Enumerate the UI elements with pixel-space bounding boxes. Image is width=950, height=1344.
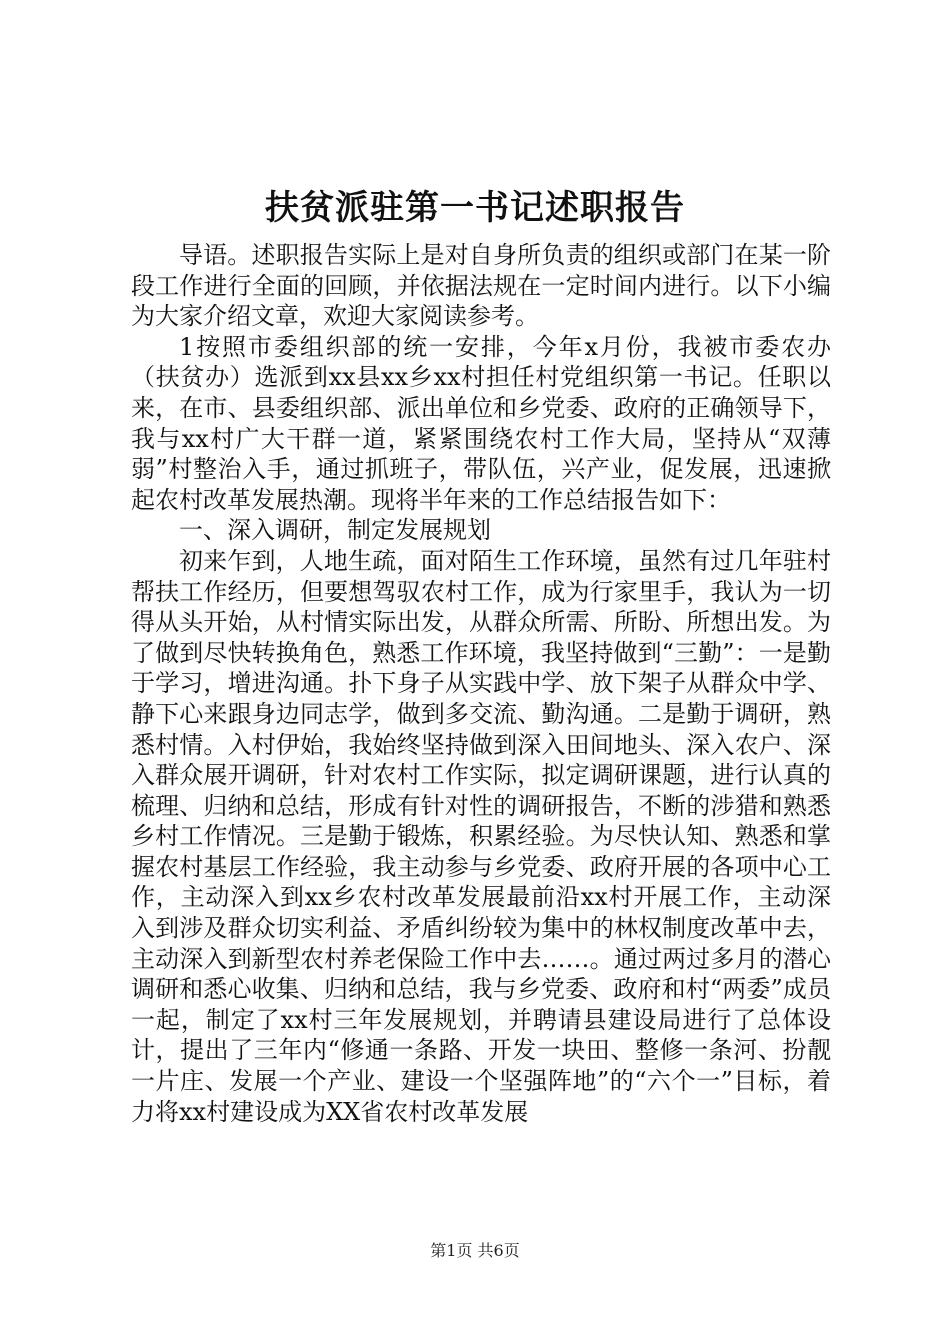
intro-paragraph: 导语。述职报告实际上是对自身所负责的组织或部门在某一阶段工作进行全面的回顾，并依据法规在一定时间内进行。以下小编为大家介绍文章，欢迎大家阅读参考。	[131, 241, 831, 331]
body-paragraph-2: 初来乍到，人地生疏，面对陌生工作环境，虽然有过几年驻村帮扶工作经历，但要想驾驭农村工作，成为行家里手，我认为一切得从头开始，从村情实际出发，从群众所需、所盼、所想出发。为了做到尽快转换角色，熟悉工作环境，我坚持做到“三勤”：一是勤于学习，增进沟通。扑下身子从实践中学、放下架子从群众中学、静下心来跟身边同志学，做到多交流、勤沟通。二是勤于调研，熟悉村情。入村伊始，我始终坚持做到深入田间地头、深入农户、深入群众展开调研，针对农村工作实际，拟定调研课题，进行认真的梳理、归纳和总结，形成有针对性的调研报告，不断的涉猎和熟悉乡村工作情况。三是勤于锻炼，积累经验。为尽快认知、熟悉和掌握农村基层工作经验，我主动参与乡党委、政府开展的各项中心工作，主动深入到xx乡农村改革发展最前沿xx村开展工作，主动深入到涉及群众切实利益、矛盾纠纷较为集中的林权制度改革中去，主动深入到新型农村养老保险工作中去……。通过两过多月的潜心调研和悉心收集、归纳和总结，我与乡党委、政府和村“两委”成员一起，制定了xx村三年发展规划，并聘请县建设局进行了总体设计，提出了三年内“修通一条路、开发一块田、整修一条河、扮靓一片庄、发展一个产业、建设一个坚强阵地”的“六个一”目标，着力将xx村建设成为XX省农村改革发展	[131, 546, 831, 1126]
page-footer: 第1页 共6页	[430, 1241, 520, 1260]
body-paragraph-1: 1按照市委组织部的统一安排，今年x月份，我被市委农办（扶贫办）选派到xx县xx乡xx村担任村党组织第一书记。任职以来，在市、县委组织部、派出单位和乡党委、政府的正确领导下，我与xx村广大干群一道，紧紧围绕农村工作大局，坚持从“双薄弱”村整治入手，通过抓班子，带队伍，兴产业，促发展，迅速掀起农村改革发展热潮。现将半年来的工作总结报告如下：	[131, 332, 831, 514]
document-title: 扶贫派驻第一书记述职报告	[265, 188, 685, 228]
document-body	[131, 240, 831, 1127]
section-heading-1: 一、深入调研，制定发展规划	[179, 516, 491, 545]
